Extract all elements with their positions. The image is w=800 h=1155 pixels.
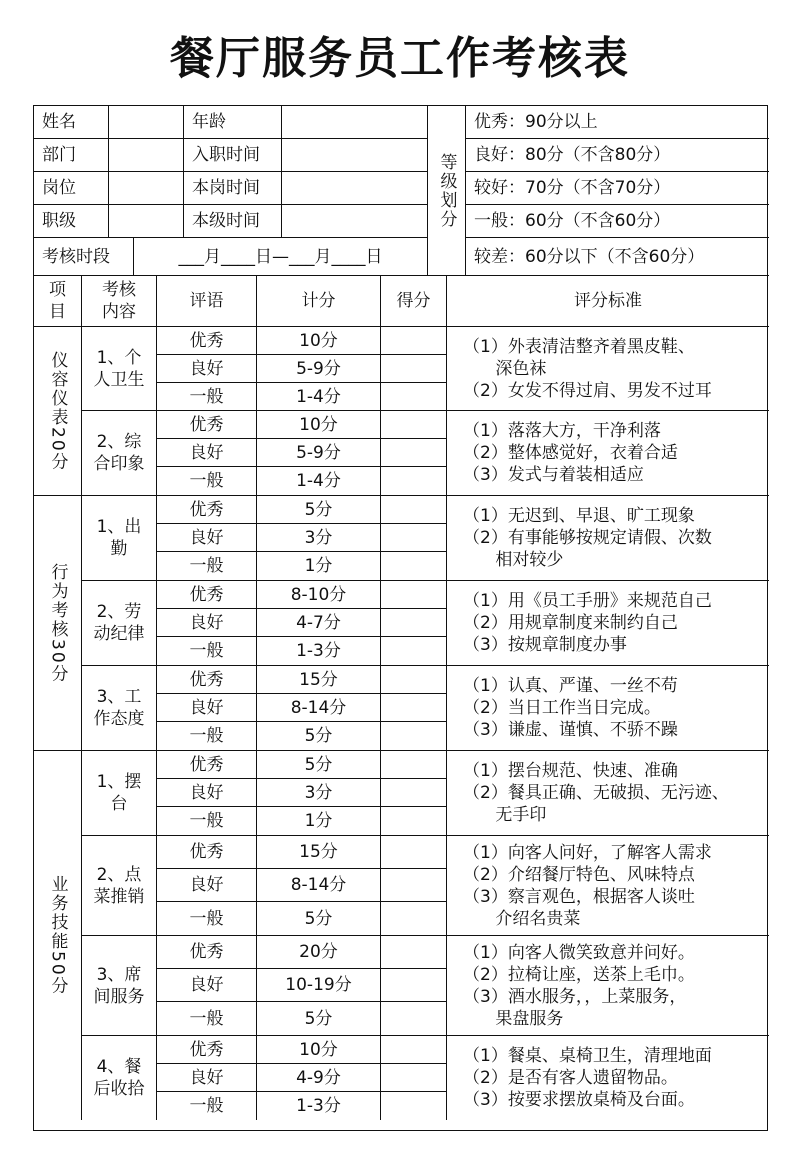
name-field[interactable] [109, 106, 184, 139]
header-points: 计分 [257, 276, 381, 327]
post-time-label: 本岗时间 [184, 172, 282, 205]
content-label: 1、出 勤 [82, 496, 157, 581]
score-field[interactable] [381, 524, 447, 552]
score-field[interactable] [381, 779, 447, 807]
criteria-cell [447, 581, 769, 666]
header-criteria: 评分标准 [447, 276, 769, 327]
criteria-cell [447, 496, 769, 581]
points-cell: 5分 [257, 722, 381, 751]
points-cell: 1-3分 [257, 637, 381, 666]
section-label-text: 行为考核30分 [47, 562, 68, 684]
section-label [34, 327, 82, 496]
criteria-line: 无手印 [463, 805, 547, 825]
rating-cell: 优秀 [157, 836, 257, 869]
grade-good: 良好：80分（不含80分） [466, 139, 769, 172]
dept-label: 部门 [34, 139, 109, 172]
grade-poor: 较差：60分以下（不含60分） [466, 238, 769, 276]
points-cell: 5分 [257, 751, 381, 779]
score-field[interactable] [381, 751, 447, 779]
criteria-line: （3）发式与着装相适应 [463, 465, 644, 485]
rating-cell: 一般 [157, 902, 257, 936]
rating-cell: 优秀 [157, 751, 257, 779]
score-field[interactable] [381, 807, 447, 836]
points-cell: 4-7分 [257, 609, 381, 637]
score-field[interactable] [381, 902, 447, 936]
score-field[interactable] [381, 969, 447, 1002]
points-cell: 5分 [257, 496, 381, 524]
criteria-cell [447, 1036, 769, 1120]
score-field[interactable] [381, 609, 447, 637]
points-cell: 10分 [257, 411, 381, 439]
points-cell: 3分 [257, 524, 381, 552]
rating-cell: 优秀 [157, 327, 257, 355]
post-field[interactable] [109, 172, 184, 205]
rating-cell: 良好 [157, 439, 257, 467]
content-label: 1、摆 台 [82, 751, 157, 836]
rating-cell: 良好 [157, 779, 257, 807]
criteria-line: （3）按规章制度办事 [463, 635, 627, 655]
page-title: 餐厅服务员工作考核表 [170, 33, 630, 84]
score-field[interactable] [381, 1002, 447, 1036]
points-cell: 5-9分 [257, 439, 381, 467]
criteria-line: 相对较少 [463, 550, 564, 570]
points-cell: 5分 [257, 902, 381, 936]
points-cell: 10分 [257, 1036, 381, 1064]
criteria-line: （3）酒水服务，，上菜服务， [463, 986, 687, 1007]
grade-fair: 较好：70分（不含70分） [466, 172, 769, 205]
criteria-cell [447, 411, 769, 496]
rating-cell: 一般 [157, 807, 257, 836]
header-item: 项 目 [34, 276, 82, 327]
criteria-line: 果盘服务 [463, 1008, 564, 1029]
points-cell: 8-14分 [257, 694, 381, 722]
points-cell: 20分 [257, 936, 381, 969]
rating-cell: 优秀 [157, 1036, 257, 1064]
score-field[interactable] [381, 439, 447, 467]
rating-cell: 一般 [157, 637, 257, 666]
points-cell: 1-3分 [257, 1092, 381, 1120]
criteria-line: 介绍名贵菜 [463, 908, 581, 929]
rating-cell: 优秀 [157, 666, 257, 694]
criteria-line: （1）认真、严谨、一丝不苟 [463, 676, 678, 696]
points-cell: 8-10分 [257, 581, 381, 609]
grade-label: 等级划分 [428, 106, 466, 276]
dept-field[interactable] [109, 139, 184, 172]
score-field[interactable] [381, 1092, 447, 1120]
criteria-line: （2）拉椅让座，送茶上毛巾。 [463, 964, 695, 985]
criteria-line: （1）落落大方，干净利落 [463, 421, 661, 441]
header-rating: 评语 [157, 276, 257, 327]
grade-average: 一般：60分（不含60分） [466, 205, 769, 238]
points-cell: 1分 [257, 552, 381, 581]
score-field[interactable] [381, 411, 447, 439]
period-label: 考核时段 [34, 238, 134, 276]
score-field[interactable] [381, 552, 447, 581]
post-label: 岗位 [34, 172, 109, 205]
score-field[interactable] [381, 694, 447, 722]
rating-cell: 一般 [157, 722, 257, 751]
points-cell: 5-9分 [257, 355, 381, 383]
content-label: 4、餐 后收拾 [82, 1036, 157, 1120]
score-field[interactable] [381, 581, 447, 609]
score-field[interactable] [381, 836, 447, 869]
criteria-line: （2）是否有客人遗留物品。 [463, 1068, 678, 1088]
criteria-line: （1）餐桌、桌椅卫生，清理地面 [463, 1046, 712, 1066]
criteria-line: （1）无迟到、早退、旷工现象 [463, 506, 695, 526]
content-label: 2、综 合印象 [82, 411, 157, 496]
criteria-line: （1）向客人微笑致意并问好。 [463, 942, 695, 963]
points-cell: 15分 [257, 836, 381, 869]
age-field[interactable] [282, 106, 428, 139]
criteria-cell [447, 836, 769, 936]
points-cell: 1分 [257, 807, 381, 836]
evaluation-table [33, 105, 768, 1131]
section-label [34, 496, 82, 751]
score-field[interactable] [381, 467, 447, 496]
score-field[interactable] [381, 722, 447, 751]
rating-cell: 优秀 [157, 496, 257, 524]
content-label: 3、席 间服务 [82, 936, 157, 1036]
rank-time-field[interactable] [282, 205, 428, 238]
header-score: 得分 [381, 276, 447, 327]
rating-cell: 一般 [157, 1002, 257, 1036]
criteria-line: （2）用规章制度来制约自己 [463, 613, 678, 633]
score-field[interactable] [381, 1036, 447, 1064]
rating-cell: 良好 [157, 1064, 257, 1092]
points-cell: 1-4分 [257, 383, 381, 411]
points-cell: 5分 [257, 1002, 381, 1036]
name-label: 姓名 [34, 106, 109, 139]
points-cell: 10-19分 [257, 969, 381, 1002]
rating-cell: 优秀 [157, 411, 257, 439]
score-field[interactable] [381, 666, 447, 694]
criteria-line: （2）介绍餐厅特色、风味特点 [463, 864, 695, 885]
rating-cell: 良好 [157, 694, 257, 722]
score-field[interactable] [381, 869, 447, 902]
rating-cell: 良好 [157, 969, 257, 1002]
header-content: 考核 内容 [82, 276, 157, 327]
content-label: 2、点 菜推销 [82, 836, 157, 936]
rank-field[interactable] [109, 205, 184, 238]
points-cell: 3分 [257, 779, 381, 807]
criteria-line: 深色袜 [463, 358, 547, 379]
join-label: 入职时间 [184, 139, 282, 172]
criteria-line: （2）餐具正确、无破损、无污迹、 [463, 783, 729, 803]
section-label [34, 751, 82, 1120]
criteria-line: （1）用《员工手册》来规范自己 [463, 591, 712, 611]
age-label: 年龄 [184, 106, 282, 139]
section-label-text: 仪容仪表20分 [47, 350, 68, 472]
criteria-line: （1）向客人问好，了解客人需求 [463, 842, 712, 863]
rating-cell: 一般 [157, 467, 257, 496]
join-field[interactable] [282, 139, 428, 172]
rank-label: 职级 [34, 205, 109, 238]
criteria-line: （2）整体感觉好，衣着合适 [463, 443, 678, 463]
post-time-field[interactable] [282, 172, 428, 205]
rating-cell: 良好 [157, 869, 257, 902]
score-field[interactable] [381, 383, 447, 411]
criteria-line: （1）外表清洁整齐着黑皮鞋、 [463, 336, 695, 357]
score-field[interactable] [381, 496, 447, 524]
rating-cell: 优秀 [157, 936, 257, 969]
score-field[interactable] [381, 637, 447, 666]
content-label: 3、工 作态度 [82, 666, 157, 751]
criteria-line: （2）有事能够按规定请假、次数 [463, 528, 712, 548]
rating-cell: 良好 [157, 524, 257, 552]
criteria-cell [447, 327, 769, 411]
score-field[interactable] [381, 327, 447, 355]
criteria-line: （3）谦虚、谨慎、不骄不躁 [463, 720, 678, 740]
points-cell: 15分 [257, 666, 381, 694]
points-cell: 4-9分 [257, 1064, 381, 1092]
grade-excellent: 优秀：90分以上 [466, 106, 769, 139]
score-field[interactable] [381, 1064, 447, 1092]
score-field[interactable] [381, 936, 447, 969]
period-field[interactable]: ___月____日—___月____日 [134, 238, 428, 276]
score-field[interactable] [381, 355, 447, 383]
rank-time-label: 本级时间 [184, 205, 282, 238]
content-label: 1、个 人卫生 [82, 327, 157, 411]
rating-cell: 优秀 [157, 581, 257, 609]
content-label: 2、劳 动纪律 [82, 581, 157, 666]
criteria-line: （1）摆台规范、快速、准确 [463, 761, 678, 781]
rating-cell: 良好 [157, 609, 257, 637]
criteria-cell [447, 666, 769, 751]
points-cell: 8-14分 [257, 869, 381, 902]
criteria-line: （3）察言观色，根据客人谈吐 [463, 886, 695, 907]
criteria-cell [447, 751, 769, 836]
criteria-line: （2）女发不得过肩、男发不过耳 [463, 380, 712, 401]
criteria-cell [447, 936, 769, 1036]
points-cell: 10分 [257, 327, 381, 355]
rating-cell: 一般 [157, 552, 257, 581]
criteria-line: （3）按要求摆放桌椅及台面。 [463, 1090, 695, 1110]
rating-cell: 一般 [157, 383, 257, 411]
rating-cell: 一般 [157, 1092, 257, 1120]
rating-cell: 良好 [157, 355, 257, 383]
criteria-line: （2）当日工作当日完成。 [463, 698, 661, 718]
section-label-text: 业务技能50分 [47, 875, 68, 996]
points-cell: 1-4分 [257, 467, 381, 496]
